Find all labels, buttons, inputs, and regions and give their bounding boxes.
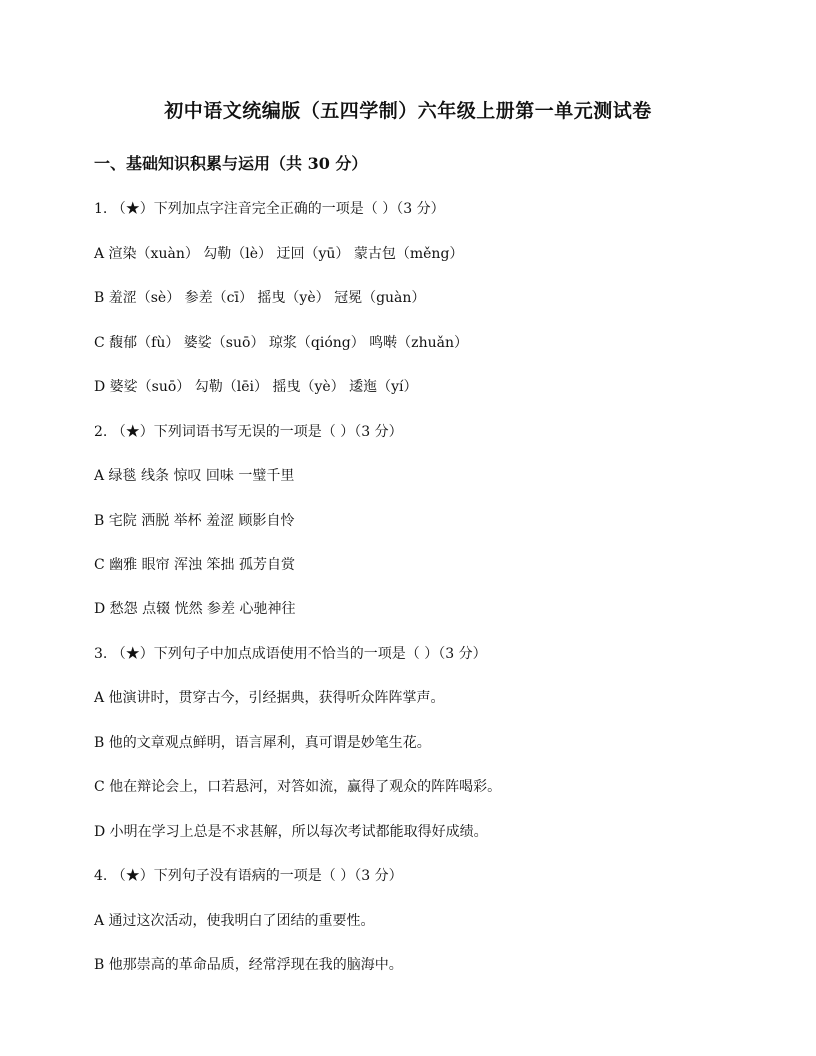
- question-1-option-c: C 馥郁（fù） 婆娑（suō） 琼浆（qióng） 鸣啭（zhuǎn）: [94, 335, 468, 351]
- question-3-option-a: A 他演讲时，贯穿古今，引经据典，获得听众阵阵掌声。: [94, 690, 445, 706]
- question-3: 3. （★）下列句子中加点成语使用不恰当的一项是（ ）（3 分）: [94, 646, 487, 662]
- question-2-option-c: C 幽雅 眼帘 浑浊 笨拙 孤芳自赏: [94, 557, 295, 573]
- question-2-option-b: B 宅院 洒脱 举杯 羞涩 顾影自怜: [94, 513, 295, 529]
- question-1-option-a: A 渲染（xuàn） 勾勒（lè） 迂回（yū） 蒙古包（měng）: [94, 246, 464, 262]
- question-4: 4. （★）下列句子没有语病的一项是（ ）（3 分）: [94, 868, 403, 884]
- question-3-option-c: C 他在辩论会上，口若悬河，对答如流，赢得了观众的阵阵喝彩。: [94, 779, 502, 795]
- question-2: 2. （★）下列词语书写无误的一项是（ ）（3 分）: [94, 424, 403, 440]
- question-1: 1. （★）下列加点字注音完全正确的一项是（ ）（3 分）: [94, 201, 445, 217]
- question-3-option-d: D 小明在学习上总是不求甚解，所以每次考试都能取得好成绩。: [94, 824, 488, 840]
- question-1-option-d: D 婆娑（suō） 勾勒（lēi） 摇曳（yè） 逶迤（yí）: [94, 379, 418, 395]
- question-1-option-b: B 羞涩（sè） 参差（cī） 摇曳（yè） 冠冕（guàn）: [94, 290, 426, 306]
- question-2-option-a: A 绿毯 线条 惊叹 回味 一璧千里: [94, 468, 295, 484]
- question-4-option-a: A 通过这次活动，使我明白了团结的重要性。: [94, 913, 375, 929]
- question-3-option-b: B 他的文章观点鲜明，语言犀利，真可谓是妙笔生花。: [94, 735, 431, 751]
- question-4-option-b: B 他那崇高的革命品质，经常浮现在我的脑海中。: [94, 957, 403, 973]
- question-2-option-d: D 愁怨 点辍 恍然 参差 心驰神往: [94, 601, 296, 617]
- document-title: 初中语文统编版（五四学制）六年级上册第一单元测试卷: [164, 100, 652, 122]
- section-heading: 一、基础知识积累与运用（共 30 分）: [94, 154, 368, 173]
